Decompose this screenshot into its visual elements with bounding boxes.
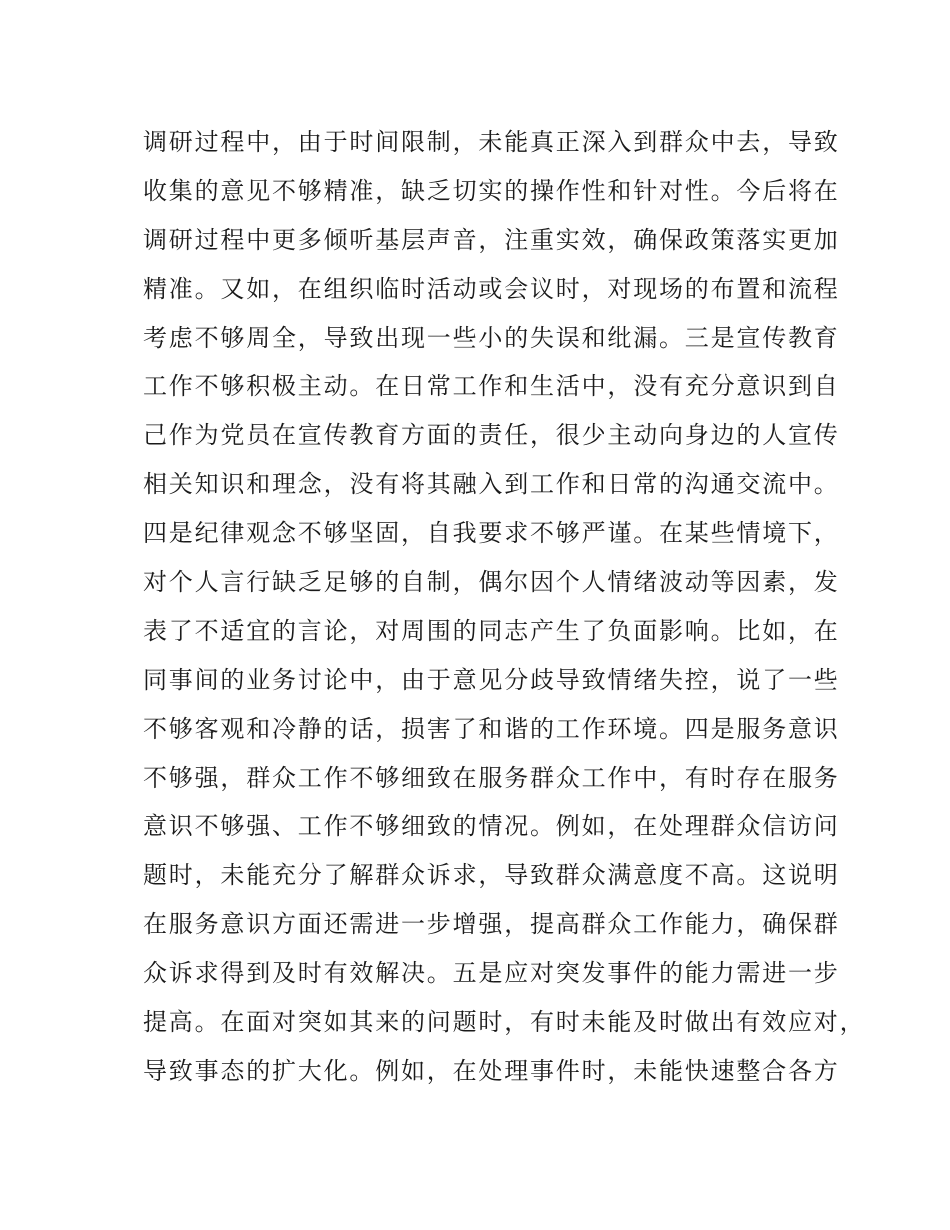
text-line: 调研过程中，由于时间限制，未能真正深入到群众中去，导致 bbox=[143, 128, 840, 156]
text-line: 相关知识和理念，没有将其融入到工作和日常的沟通交流中。 bbox=[143, 470, 840, 499]
text-line: 不够强，群众工作不够细致在服务群众工作中，有时存在服务 bbox=[143, 763, 840, 792]
text-line: 不够客观和冷静的话，损害了和谐的工作环境。四是服务意识 bbox=[143, 714, 840, 743]
body-text bbox=[143, 118, 866, 1096]
text-line: 工作不够积极主动。在日常工作和生活中，没有充分意识到自 bbox=[143, 372, 840, 401]
text-line: 导致事态的扩大化。例如，在处理事件时，未能快速整合各方 bbox=[143, 1056, 840, 1085]
text-line: 提高。在面对突如其来的问题时，有时未能及时做出有效应对， bbox=[143, 1008, 866, 1037]
text-line: 意识不够强、工作不够细致的情况。例如，在处理群众信访问 bbox=[143, 812, 840, 841]
text-line: 精准。又如，在组织临时活动或会议时，对现场的布置和流程 bbox=[143, 274, 840, 303]
text-line: 众诉求得到及时有效解决。五是应对突发事件的能力需进一步 bbox=[143, 959, 840, 988]
text-line: 收集的意见不够精准，缺乏切实的操作性和针对性。今后将在 bbox=[143, 176, 840, 205]
text-line: 表了不适宜的言论，对周围的同志产生了负面影响。比如，在 bbox=[143, 616, 840, 645]
text-line: 同事间的业务讨论中，由于意见分歧导致情绪失控，说了一些 bbox=[143, 665, 840, 694]
text-line: 题时，未能充分了解群众诉求，导致群众满意度不高。这说明 bbox=[143, 861, 840, 890]
text-line: 在服务意识方面还需进一步增强，提高群众工作能力，确保群 bbox=[143, 910, 840, 939]
text-line: 四是纪律观念不够坚固，自我要求不够严谨。在某些情境下， bbox=[143, 519, 840, 548]
text-line: 考虑不够周全，导致出现一些小的失误和纰漏。三是宣传教育 bbox=[143, 323, 840, 352]
text-line: 调研过程中更多倾听基层声音，注重实效，确保政策落实更加 bbox=[143, 225, 840, 254]
text-line: 己作为党员在宣传教育方面的责任，很少主动向身边的人宣传 bbox=[143, 421, 840, 450]
text-line: 对个人言行缺乏足够的自制，偶尔因个人情绪波动等因素，发 bbox=[143, 568, 840, 597]
